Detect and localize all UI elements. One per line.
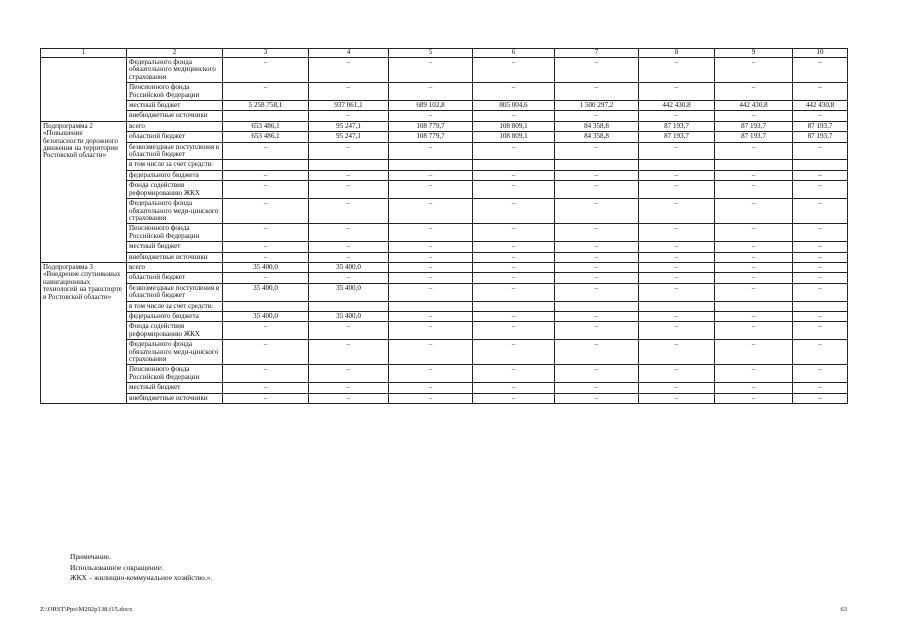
table-row	[41, 283, 848, 301]
amount-cell	[555, 301, 639, 311]
col-header-3: 3	[223, 49, 309, 58]
table-row	[41, 311, 848, 321]
amount-cell: –	[793, 283, 848, 301]
amount-cell: 87 193,7	[793, 132, 848, 142]
amount-cell: –	[715, 273, 793, 283]
amount-cell: –	[473, 111, 555, 121]
amount-cell: –	[639, 199, 715, 224]
amount-cell: –	[309, 252, 389, 262]
amount-cell: –	[309, 242, 389, 252]
funding-source-cell: федерального бюджета	[127, 170, 223, 180]
amount-cell	[223, 301, 309, 311]
amount-cell: –	[555, 340, 639, 365]
amount-cell: –	[639, 224, 715, 242]
col-header-8: 8	[639, 49, 715, 58]
amount-cell: 108 809,1	[473, 132, 555, 142]
amount-cell: –	[793, 142, 848, 160]
amount-cell: –	[223, 199, 309, 224]
amount-cell: 87 193,7	[793, 121, 848, 131]
amount-cell: –	[223, 273, 309, 283]
funding-source-cell: внебюджетные источники	[127, 393, 223, 403]
amount-cell: –	[715, 393, 793, 403]
note-block	[70, 552, 212, 584]
amount-cell: –	[223, 322, 309, 340]
amount-cell: –	[555, 322, 639, 340]
amount-cell: –	[793, 311, 848, 321]
amount-cell: –	[639, 283, 715, 301]
amount-cell: –	[555, 365, 639, 383]
amount-cell: –	[389, 273, 473, 283]
funding-source-cell: в том числе за счет средств:	[127, 301, 223, 311]
amount-cell	[715, 160, 793, 170]
amount-cell: –	[555, 83, 639, 101]
table-row	[41, 111, 848, 121]
amount-cell: –	[389, 170, 473, 180]
table-row	[41, 301, 848, 311]
amount-cell: –	[473, 252, 555, 262]
table-row	[41, 160, 848, 170]
amount-cell: 95 247,1	[309, 132, 389, 142]
amount-cell: –	[639, 322, 715, 340]
amount-cell: –	[389, 224, 473, 242]
amount-cell	[223, 160, 309, 170]
program-name-cell	[41, 58, 127, 122]
amount-cell	[389, 301, 473, 311]
amount-cell: –	[223, 383, 309, 393]
amount-cell: –	[309, 224, 389, 242]
funding-source-cell: в том числе за счет средств:	[127, 160, 223, 170]
amount-cell: –	[389, 383, 473, 393]
amount-cell: –	[555, 252, 639, 262]
amount-cell: 653 486,1	[223, 132, 309, 142]
amount-cell: –	[473, 170, 555, 180]
table-row	[41, 83, 848, 101]
amount-cell: –	[715, 242, 793, 252]
amount-cell: –	[309, 365, 389, 383]
footer-file-path: Z:\ORST\Ppo\M202p138.f15.docx	[40, 606, 133, 613]
col-header-10: 10	[793, 49, 848, 58]
funding-source-cell: областной бюджет	[127, 273, 223, 283]
table-row	[41, 142, 848, 160]
amount-cell	[639, 301, 715, 311]
amount-cell: –	[555, 311, 639, 321]
table-row	[41, 58, 848, 83]
amount-cell: 108 779,7	[389, 132, 473, 142]
amount-cell: 442 430,8	[715, 101, 793, 111]
footer-page-number: 63	[840, 606, 847, 613]
amount-cell: –	[555, 181, 639, 199]
table-row	[41, 262, 848, 272]
table-row	[41, 121, 848, 131]
amount-cell: –	[793, 393, 848, 403]
amount-cell: –	[555, 111, 639, 121]
funding-source-cell: Фонда содействия реформированию ЖКХ	[127, 181, 223, 199]
table-row	[41, 199, 848, 224]
funding-source-cell: Федерального фонда обязательного меди-цинского страхования	[127, 199, 223, 224]
amount-cell: –	[223, 340, 309, 365]
amount-cell: –	[309, 111, 389, 121]
table-row	[41, 242, 848, 252]
amount-cell: –	[223, 83, 309, 101]
table-row	[41, 224, 848, 242]
amount-cell: –	[555, 224, 639, 242]
amount-cell: –	[473, 58, 555, 83]
amount-cell: –	[793, 273, 848, 283]
amount-cell: 653 486,1	[223, 121, 309, 131]
funding-source-cell: местный бюджет	[127, 383, 223, 393]
amount-cell: 87 193,7	[639, 132, 715, 142]
budget-table-body	[41, 58, 848, 404]
amount-cell: –	[639, 273, 715, 283]
amount-cell: –	[715, 142, 793, 160]
amount-cell: –	[555, 199, 639, 224]
amount-cell: 84 358,8	[555, 132, 639, 142]
amount-cell: –	[793, 340, 848, 365]
amount-cell	[793, 160, 848, 170]
col-header-5: 5	[389, 49, 473, 58]
amount-cell: 84 358,8	[555, 121, 639, 131]
amount-cell: 87 193,7	[715, 121, 793, 131]
amount-cell: –	[389, 322, 473, 340]
amount-cell: –	[223, 252, 309, 262]
amount-cell: –	[309, 393, 389, 403]
amount-cell: –	[715, 311, 793, 321]
amount-cell: –	[389, 58, 473, 83]
amount-cell: –	[473, 224, 555, 242]
amount-cell: –	[473, 142, 555, 160]
amount-cell: –	[793, 199, 848, 224]
amount-cell: 108 809,1	[473, 121, 555, 131]
amount-cell: –	[793, 322, 848, 340]
amount-cell: –	[309, 383, 389, 393]
table-row	[41, 383, 848, 393]
amount-cell: –	[473, 83, 555, 101]
amount-cell: –	[389, 311, 473, 321]
amount-cell: –	[639, 262, 715, 272]
table-row	[41, 170, 848, 180]
amount-cell: –	[793, 181, 848, 199]
amount-cell: –	[309, 142, 389, 160]
amount-cell: –	[715, 170, 793, 180]
amount-cell: –	[555, 262, 639, 272]
amount-cell: –	[555, 283, 639, 301]
amount-cell: –	[639, 111, 715, 121]
amount-cell: –	[639, 340, 715, 365]
table-row	[41, 181, 848, 199]
amount-cell: –	[389, 83, 473, 101]
amount-cell: –	[223, 142, 309, 160]
amount-cell: –	[793, 383, 848, 393]
amount-cell: –	[555, 170, 639, 180]
amount-cell: 5 258 758,1	[223, 101, 309, 111]
amount-cell: –	[639, 311, 715, 321]
funding-source-cell: внебюджетные источники	[127, 252, 223, 262]
amount-cell	[223, 111, 309, 121]
budget-table	[40, 48, 848, 404]
amount-cell: –	[555, 383, 639, 393]
amount-cell: –	[309, 273, 389, 283]
amount-cell: –	[715, 83, 793, 101]
funding-source-cell: Пенсионного фонда Российской Федерации	[127, 83, 223, 101]
amount-cell: –	[793, 252, 848, 262]
header-row	[41, 49, 848, 58]
amount-cell: –	[639, 365, 715, 383]
amount-cell: 35 400,0	[223, 283, 309, 301]
amount-cell: –	[389, 283, 473, 301]
amount-cell: –	[389, 111, 473, 121]
amount-cell: –	[389, 199, 473, 224]
amount-cell: –	[309, 340, 389, 365]
amount-cell: –	[309, 170, 389, 180]
amount-cell	[309, 160, 389, 170]
funding-source-cell: безвозмездные поступления в областной бюджет	[127, 283, 223, 301]
funding-source-cell: областной бюджет	[127, 132, 223, 142]
amount-cell: –	[309, 58, 389, 83]
amount-cell: –	[715, 224, 793, 242]
amount-cell: 108 779,7	[389, 121, 473, 131]
table-row	[41, 101, 848, 111]
amount-cell: –	[555, 393, 639, 403]
amount-cell: –	[473, 383, 555, 393]
table-row	[41, 273, 848, 283]
amount-cell: 442 430,8	[793, 101, 848, 111]
amount-cell: –	[639, 252, 715, 262]
amount-cell: –	[473, 273, 555, 283]
amount-cell: –	[715, 262, 793, 272]
amount-cell: –	[473, 181, 555, 199]
funding-source-cell: внебюджетные источники	[127, 111, 223, 121]
amount-cell: 87 193,7	[639, 121, 715, 131]
table-row	[41, 365, 848, 383]
amount-cell: –	[473, 283, 555, 301]
amount-cell	[639, 160, 715, 170]
amount-cell: 1 500 297,2	[555, 101, 639, 111]
amount-cell	[715, 301, 793, 311]
amount-cell: 35 400,0	[309, 262, 389, 272]
amount-cell: –	[473, 199, 555, 224]
amount-cell: 937 061,1	[309, 101, 389, 111]
table-row	[41, 322, 848, 340]
amount-cell: –	[389, 365, 473, 383]
amount-cell	[555, 160, 639, 170]
amount-cell: –	[793, 365, 848, 383]
amount-cell: –	[223, 224, 309, 242]
amount-cell: 805 004,6	[473, 101, 555, 111]
amount-cell	[793, 301, 848, 311]
amount-cell: –	[639, 170, 715, 180]
amount-cell: 35 400,0	[309, 311, 389, 321]
funding-source-cell: Пенсионного фонда Российской Федерации	[127, 365, 223, 383]
program-name-cell: Подпрограмма 3 «Внедрение спутниковых навигационных технологий на транспорте в Ростовской области»	[41, 262, 127, 403]
table-row	[41, 393, 848, 403]
table-row	[41, 340, 848, 365]
amount-cell: –	[639, 83, 715, 101]
table-row	[41, 252, 848, 262]
amount-cell: –	[793, 111, 848, 121]
amount-cell: –	[223, 58, 309, 83]
col-header-7: 7	[555, 49, 639, 58]
amount-cell: –	[715, 111, 793, 121]
amount-cell: –	[389, 242, 473, 252]
amount-cell	[473, 160, 555, 170]
amount-cell: –	[793, 262, 848, 272]
amount-cell: –	[639, 393, 715, 403]
amount-cell: 689 102,8	[389, 101, 473, 111]
amount-cell: –	[309, 322, 389, 340]
amount-cell: –	[715, 283, 793, 301]
col-header-9: 9	[715, 49, 793, 58]
amount-cell: –	[715, 252, 793, 262]
funding-source-cell: всего	[127, 121, 223, 131]
amount-cell: –	[639, 181, 715, 199]
amount-cell: –	[309, 199, 389, 224]
amount-cell: 35 400,0	[223, 311, 309, 321]
funding-source-cell: федерального бюджета	[127, 311, 223, 321]
col-header-2: 2	[127, 49, 223, 58]
amount-cell	[473, 301, 555, 311]
table-row	[41, 132, 848, 142]
amount-cell: –	[555, 273, 639, 283]
amount-cell: –	[793, 224, 848, 242]
amount-cell: –	[715, 58, 793, 83]
amount-cell: –	[223, 181, 309, 199]
funding-source-cell: Федерального фонда обязательного медицинского страхования	[127, 58, 223, 83]
amount-cell: –	[715, 340, 793, 365]
funding-source-cell: местный бюджет	[127, 101, 223, 111]
amount-cell: –	[715, 365, 793, 383]
amount-cell: –	[715, 322, 793, 340]
amount-cell: –	[309, 181, 389, 199]
amount-cell: 442 430,8	[639, 101, 715, 111]
amount-cell: 35 400,0	[223, 262, 309, 272]
funding-source-cell: всего	[127, 262, 223, 272]
amount-cell: –	[793, 58, 848, 83]
amount-cell: 35 400,0	[309, 283, 389, 301]
amount-cell: –	[389, 142, 473, 160]
col-header-4: 4	[309, 49, 389, 58]
amount-cell: –	[473, 365, 555, 383]
amount-cell: –	[715, 181, 793, 199]
amount-cell: 95 247,1	[309, 121, 389, 131]
amount-cell: –	[555, 242, 639, 252]
amount-cell: –	[223, 242, 309, 252]
amount-cell: –	[223, 393, 309, 403]
amount-cell: –	[473, 242, 555, 252]
amount-cell	[389, 160, 473, 170]
amount-cell: –	[223, 170, 309, 180]
amount-cell: –	[389, 181, 473, 199]
amount-cell: –	[639, 142, 715, 160]
amount-cell: –	[473, 322, 555, 340]
col-header-6: 6	[473, 49, 555, 58]
amount-cell: –	[309, 83, 389, 101]
amount-cell: –	[793, 83, 848, 101]
amount-cell: –	[639, 242, 715, 252]
note-title: Примечание.	[70, 552, 111, 561]
amount-cell: –	[389, 393, 473, 403]
amount-cell: –	[223, 365, 309, 383]
amount-cell: –	[555, 142, 639, 160]
amount-cell: –	[639, 383, 715, 393]
amount-cell: 87 193,7	[715, 132, 793, 142]
amount-cell: –	[715, 383, 793, 393]
amount-cell: –	[389, 262, 473, 272]
program-name-cell: Подпрограмма 2 «Повышение безопасности дорожного движения на территории Ростовской области»	[41, 121, 127, 262]
amount-cell: –	[473, 393, 555, 403]
funding-source-cell: Пенсионного фонда Российской Федерации	[127, 224, 223, 242]
amount-cell: –	[473, 311, 555, 321]
amount-cell: –	[473, 262, 555, 272]
amount-cell: –	[473, 340, 555, 365]
amount-cell: –	[715, 199, 793, 224]
amount-cell: –	[639, 58, 715, 83]
funding-source-cell: местный бюджет	[127, 242, 223, 252]
amount-cell	[309, 301, 389, 311]
funding-source-cell: безвозмездные поступления в областной бюджет	[127, 142, 223, 160]
col-header-1: 1	[41, 49, 127, 58]
note-line-abbreviation-heading: Использованное сокращение:	[70, 562, 164, 572]
amount-cell: –	[389, 252, 473, 262]
amount-cell: –	[555, 58, 639, 83]
amount-cell: –	[389, 340, 473, 365]
amount-cell: –	[793, 242, 848, 252]
funding-source-cell: Фонда содействия реформированию ЖКХ	[127, 322, 223, 340]
note-line-abbreviation: ЖКХ – жилищно-коммунальное хозяйство.».	[70, 573, 213, 582]
funding-source-cell: Федерального фонда обязательного меди-цинского страхования	[127, 340, 223, 365]
amount-cell: –	[793, 170, 848, 180]
